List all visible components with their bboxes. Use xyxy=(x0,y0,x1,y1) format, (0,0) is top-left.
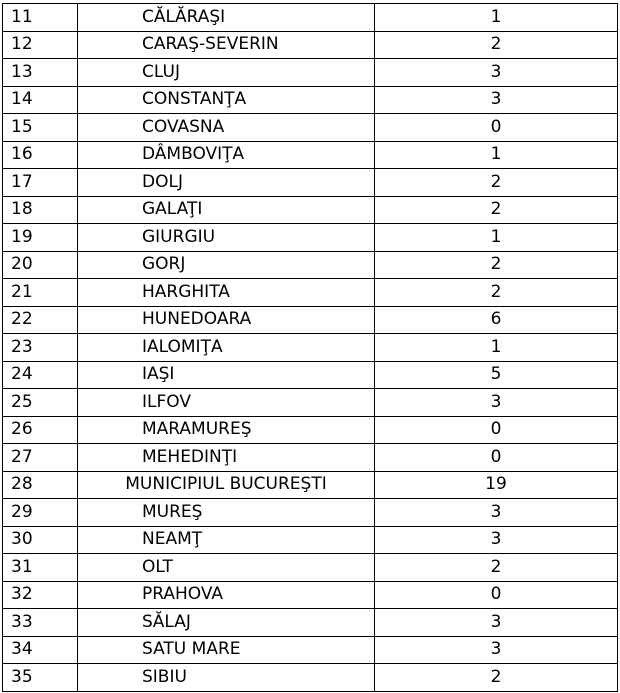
table-row xyxy=(3,416,618,444)
county-value: 0 xyxy=(375,114,618,142)
county-value: 0 xyxy=(375,416,618,444)
table-row xyxy=(3,306,618,334)
county-value: 2 xyxy=(375,196,618,224)
row-number: 29 xyxy=(3,499,78,527)
table-row xyxy=(3,499,618,527)
county-name: SĂLAJ xyxy=(78,609,375,637)
row-number: 35 xyxy=(3,664,78,692)
county-value: 1 xyxy=(375,141,618,169)
county-value: 5 xyxy=(375,361,618,389)
county-name: MARAMUREŞ xyxy=(78,416,375,444)
county-name: MUREŞ xyxy=(78,499,375,527)
county-name: SATU MARE xyxy=(78,636,375,664)
county-value: 1 xyxy=(375,4,618,32)
row-number: 17 xyxy=(3,169,78,197)
county-value: 3 xyxy=(375,389,618,417)
row-number: 30 xyxy=(3,526,78,554)
row-number: 26 xyxy=(3,416,78,444)
row-number: 31 xyxy=(3,554,78,582)
county-value: 2 xyxy=(375,251,618,279)
row-number: 16 xyxy=(3,141,78,169)
county-value: 2 xyxy=(375,664,618,692)
county-name: CARAŞ-SEVERIN xyxy=(78,31,375,59)
table-row xyxy=(3,251,618,279)
table-row xyxy=(3,609,618,637)
table-row xyxy=(3,526,618,554)
county-name: OLT xyxy=(78,554,375,582)
county-value: 2 xyxy=(375,554,618,582)
table-row xyxy=(3,31,618,59)
table-row xyxy=(3,444,618,472)
county-name: HUNEDOARA xyxy=(78,306,375,334)
county-name: DÂMBOVIŢA xyxy=(78,141,375,169)
county-value: 0 xyxy=(375,444,618,472)
table-row xyxy=(3,664,618,692)
county-name: SIBIU xyxy=(78,664,375,692)
county-name: GALAŢI xyxy=(78,196,375,224)
county-value: 3 xyxy=(375,636,618,664)
county-name: PRAHOVA xyxy=(78,581,375,609)
table-row xyxy=(3,554,618,582)
row-number: 20 xyxy=(3,251,78,279)
table-row xyxy=(3,59,618,87)
county-value: 6 xyxy=(375,306,618,334)
table-row xyxy=(3,361,618,389)
table-row xyxy=(3,224,618,252)
row-number: 13 xyxy=(3,59,78,87)
row-number: 27 xyxy=(3,444,78,472)
county-name: GIURGIU xyxy=(78,224,375,252)
county-table-body xyxy=(3,4,618,692)
county-name: CONSTANŢA xyxy=(78,86,375,114)
county-value: 1 xyxy=(375,224,618,252)
county-name: MUNICIPIUL BUCUREŞTI xyxy=(78,471,375,499)
row-number: 28 xyxy=(3,471,78,499)
county-name: MEHEDINŢI xyxy=(78,444,375,472)
table-row xyxy=(3,196,618,224)
row-number: 14 xyxy=(3,86,78,114)
county-value: 3 xyxy=(375,59,618,87)
table-row xyxy=(3,334,618,362)
row-number: 23 xyxy=(3,334,78,362)
table-row xyxy=(3,581,618,609)
county-value: 3 xyxy=(375,499,618,527)
county-value: 3 xyxy=(375,609,618,637)
county-value: 1 xyxy=(375,334,618,362)
county-name: CLUJ xyxy=(78,59,375,87)
table-row xyxy=(3,141,618,169)
row-number: 11 xyxy=(3,4,78,32)
table-row xyxy=(3,169,618,197)
table-row xyxy=(3,279,618,307)
county-value: 3 xyxy=(375,526,618,554)
county-name: ILFOV xyxy=(78,389,375,417)
row-number: 18 xyxy=(3,196,78,224)
row-number: 15 xyxy=(3,114,78,142)
county-name: CĂLĂRAŞI xyxy=(78,4,375,32)
row-number: 22 xyxy=(3,306,78,334)
county-name: DOLJ xyxy=(78,169,375,197)
county-value: 3 xyxy=(375,86,618,114)
county-value: 2 xyxy=(375,31,618,59)
county-name: IAŞI xyxy=(78,361,375,389)
table-row xyxy=(3,114,618,142)
row-number: 19 xyxy=(3,224,78,252)
row-number: 25 xyxy=(3,389,78,417)
county-name: IALOMIŢA xyxy=(78,334,375,362)
table-row xyxy=(3,4,618,32)
table-row xyxy=(3,86,618,114)
county-value: 2 xyxy=(375,169,618,197)
table-row xyxy=(3,636,618,664)
county-table xyxy=(2,3,618,692)
row-number: 32 xyxy=(3,581,78,609)
county-name: GORJ xyxy=(78,251,375,279)
county-name: NEAMŢ xyxy=(78,526,375,554)
row-number: 21 xyxy=(3,279,78,307)
table-row xyxy=(3,389,618,417)
county-value: 2 xyxy=(375,279,618,307)
row-number: 24 xyxy=(3,361,78,389)
row-number: 33 xyxy=(3,609,78,637)
row-number: 34 xyxy=(3,636,78,664)
county-value: 0 xyxy=(375,581,618,609)
county-name: HARGHITA xyxy=(78,279,375,307)
table-row xyxy=(3,471,618,499)
county-value: 19 xyxy=(375,471,618,499)
county-name: COVASNA xyxy=(78,114,375,142)
row-number: 12 xyxy=(3,31,78,59)
